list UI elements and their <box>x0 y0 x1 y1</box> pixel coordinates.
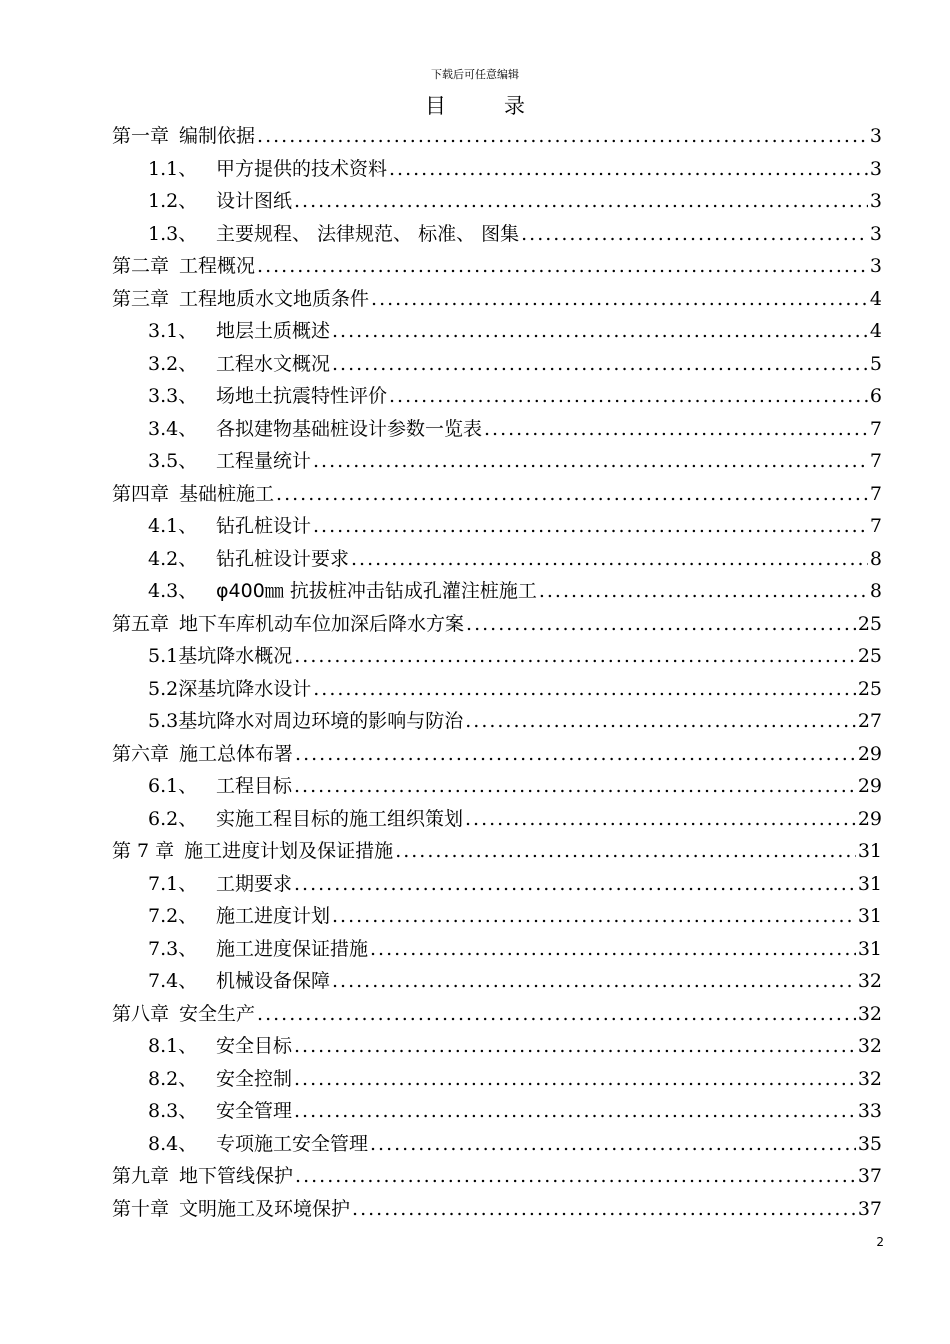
toc-dot-leader <box>295 1160 856 1193</box>
toc-entry-number: 3.3、 <box>148 385 198 407</box>
toc-entry-number: 1.2、 <box>148 190 198 212</box>
toc-entry-page: 29 <box>857 775 882 797</box>
toc-entry-number: 4.3、 <box>148 580 198 602</box>
toc-dot-leader <box>294 770 856 803</box>
toc-entry-page: 32 <box>857 1035 882 1057</box>
toc-entry-label: 基坑降水概况 <box>178 645 293 667</box>
toc-entry[interactable] <box>112 868 882 901</box>
toc-entry-label: 施工进度保证措施 <box>216 937 369 960</box>
toc-entry-label: 实施工程目标的施工组织策划 <box>216 807 464 830</box>
toc-entry[interactable] <box>112 1095 882 1128</box>
toc-entry[interactable] <box>112 1160 882 1193</box>
toc-entry[interactable] <box>112 315 882 348</box>
toc-entry-number: 6.1、 <box>148 775 198 797</box>
toc-entry[interactable] <box>112 543 882 576</box>
toc-entry[interactable] <box>112 1030 882 1063</box>
toc-entry[interactable] <box>112 153 882 186</box>
toc-entry-page: 7 <box>869 450 882 472</box>
toc-entry-number: 8.2、 <box>148 1067 198 1090</box>
toc-entry-label: 钻孔桩设计 <box>216 515 312 537</box>
toc-dot-leader <box>351 543 868 576</box>
toc-entry-page: 37 <box>857 1165 882 1187</box>
toc-entry-page: 7 <box>869 417 882 440</box>
toc-entry-number: 第三章 <box>112 287 170 310</box>
toc-entry-label: 施工进度计划及保证措施 <box>184 840 394 862</box>
toc-dot-leader <box>352 1193 856 1226</box>
toc-dot-leader <box>313 673 856 706</box>
toc-entry-page: 25 <box>857 677 882 700</box>
toc-dot-leader <box>466 608 856 641</box>
toc-dot-leader <box>294 185 868 218</box>
toc-entry-label: 安全管理 <box>216 1100 293 1122</box>
toc-entry-number: 第八章 <box>112 1002 170 1025</box>
toc-entry[interactable] <box>112 413 882 446</box>
toc-dot-leader <box>294 1095 856 1128</box>
toc-entry-label: 工程目标 <box>216 775 293 797</box>
toc-entry-number: 1.3、 <box>148 222 198 245</box>
toc-entry-page: 4 <box>869 320 882 342</box>
toc-entry-label: 工期要求 <box>216 872 293 895</box>
toc-entry-page: 7 <box>869 482 882 505</box>
toc-entry-number: 3.2、 <box>148 352 198 375</box>
toc-entry-page: 4 <box>869 287 882 310</box>
toc-title: 目录 <box>425 94 583 118</box>
toc-entry-number: 3.5、 <box>148 450 198 472</box>
toc-entry-label: 编制依据 <box>179 125 256 147</box>
toc-dot-leader <box>276 478 868 511</box>
toc-entry-label: 基坑降水对周边环境的影响与防治 <box>178 710 464 732</box>
toc-entry-number: 1.1、 <box>148 157 198 180</box>
toc-entry[interactable] <box>112 1128 882 1161</box>
toc-dot-leader <box>484 413 868 446</box>
toc-entry[interactable] <box>112 705 882 738</box>
toc-entry-number: 第五章 <box>112 612 170 635</box>
toc-entry-page: 31 <box>857 937 882 960</box>
toc-entry-label: 施工进度计划 <box>216 905 331 927</box>
toc-entry-number: 4.2、 <box>148 547 198 570</box>
toc-entry-number: 4.1、 <box>148 515 198 537</box>
toc-dot-leader <box>370 1128 856 1161</box>
table-of-contents <box>112 120 882 1225</box>
toc-entry[interactable] <box>112 478 882 511</box>
toc-entry-page: 3 <box>869 255 882 277</box>
toc-dot-leader <box>313 445 868 478</box>
page-number: 2 <box>876 1235 884 1249</box>
toc-entry-number: 5.3 <box>148 710 179 732</box>
toc-entry-label: 地下车库机动车位加深后降水方案 <box>179 612 465 635</box>
toc-entry[interactable] <box>112 218 882 251</box>
toc-entry-number: 8.4、 <box>148 1132 198 1155</box>
toc-entry-label: 专项施工安全管理 <box>216 1132 369 1155</box>
toc-entry-page: 3 <box>869 190 882 212</box>
toc-entry[interactable] <box>112 673 882 706</box>
toc-entry-page: 3 <box>869 125 882 147</box>
toc-dot-leader <box>465 705 856 738</box>
toc-dot-leader <box>294 1030 856 1063</box>
toc-entry[interactable] <box>112 1063 882 1096</box>
toc-entry-page: 3 <box>869 157 882 180</box>
toc-entry-label: 各拟建物基础桩设计参数一览表 <box>216 417 483 440</box>
toc-entry[interactable] <box>112 348 882 381</box>
header-note: 下载后可任意编辑 <box>431 68 519 81</box>
toc-entry-page: 8 <box>869 580 882 602</box>
toc-dot-leader <box>539 575 868 608</box>
toc-entry-number: 第二章 <box>112 255 170 277</box>
toc-dot-leader <box>332 315 868 348</box>
toc-entry-page: 31 <box>857 872 882 895</box>
toc-entry-page: 3 <box>869 222 882 245</box>
toc-entry-page: 35 <box>857 1132 882 1155</box>
toc-entry-number: 3.4、 <box>148 417 198 440</box>
toc-entry-number: 第九章 <box>112 1165 170 1187</box>
toc-entry-number: 7.2、 <box>148 905 198 927</box>
toc-entry[interactable] <box>112 998 882 1031</box>
toc-entry[interactable] <box>112 965 882 998</box>
toc-dot-leader <box>395 835 856 868</box>
toc-dot-leader <box>465 803 856 836</box>
toc-entry-page: 27 <box>857 710 882 732</box>
toc-entry-number: 5.1 <box>148 645 179 667</box>
toc-entry-label: 机械设备保障 <box>216 970 331 992</box>
toc-dot-leader <box>332 348 868 381</box>
toc-entry-number: 7.3、 <box>148 937 198 960</box>
toc-entry-label: 工程水文概况 <box>216 352 331 375</box>
toc-entry-page: 32 <box>857 1067 882 1090</box>
toc-entry-number: 第一章 <box>112 125 170 147</box>
toc-dot-leader <box>295 738 856 771</box>
toc-entry-label: 工程概况 <box>179 255 256 277</box>
toc-entry-number: 第四章 <box>112 482 170 505</box>
toc-entry-label: 基础桩施工 <box>179 482 275 505</box>
toc-entry[interactable] <box>112 608 882 641</box>
toc-entry-page: 32 <box>857 1002 882 1025</box>
toc-entry-label: 甲方提供的技术资料 <box>216 157 388 180</box>
toc-entry-page: 8 <box>869 547 882 570</box>
toc-entry-label: 工程地质水文地质条件 <box>179 287 370 310</box>
toc-entry-page: 25 <box>857 645 882 667</box>
toc-dot-leader <box>257 120 868 153</box>
toc-dot-leader <box>332 900 856 933</box>
toc-entry-page: 29 <box>857 742 882 765</box>
toc-entry-number: 5.2 <box>148 677 179 700</box>
toc-entry-label: 深基坑降水设计 <box>178 677 312 700</box>
toc-entry-number: 7.4、 <box>148 970 198 992</box>
toc-entry-label: 工程量统计 <box>216 450 312 472</box>
toc-entry-label: 安全目标 <box>216 1035 293 1057</box>
toc-entry[interactable] <box>112 380 882 413</box>
toc-entry-label: φ400㎜ 抗拔桩冲击钻成孔灌注桩施工 <box>216 580 537 602</box>
toc-entry-number: 3.1、 <box>148 320 198 342</box>
toc-entry-page: 29 <box>857 807 882 830</box>
toc-entry-page: 25 <box>857 612 882 635</box>
toc-entry-number: 6.2、 <box>148 807 198 830</box>
toc-entry-page: 37 <box>857 1197 882 1220</box>
toc-entry[interactable] <box>112 185 882 218</box>
toc-entry[interactable] <box>112 770 882 803</box>
toc-entry[interactable] <box>112 933 882 966</box>
toc-entry-page: 31 <box>857 905 882 927</box>
toc-entry[interactable] <box>112 900 882 933</box>
toc-entry-label: 地下管线保护 <box>179 1165 294 1187</box>
toc-dot-leader <box>257 250 868 283</box>
toc-dot-leader <box>389 380 868 413</box>
toc-entry[interactable] <box>112 120 882 153</box>
toc-entry-label: 文明施工及环境保护 <box>179 1197 351 1220</box>
toc-entry[interactable] <box>112 803 882 836</box>
toc-dot-leader <box>389 153 868 186</box>
toc-dot-leader <box>257 998 856 1031</box>
toc-entry-number: 第十章 <box>112 1197 170 1220</box>
toc-entry[interactable] <box>112 510 882 543</box>
toc-dot-leader <box>313 510 868 543</box>
toc-entry-page: 33 <box>857 1100 882 1122</box>
toc-entry[interactable] <box>112 1193 882 1226</box>
toc-entry-number: 8.1、 <box>148 1035 198 1057</box>
toc-entry-page: 6 <box>869 385 882 407</box>
toc-dot-leader <box>521 218 868 251</box>
toc-entry[interactable] <box>112 835 882 868</box>
toc-dot-leader <box>294 640 856 673</box>
toc-entry-page: 7 <box>869 515 882 537</box>
toc-entry-label: 地层土质概述 <box>216 320 331 342</box>
toc-entry-number: 第六章 <box>112 742 170 765</box>
toc-entry-page: 32 <box>857 970 882 992</box>
toc-entry[interactable] <box>112 640 882 673</box>
toc-entry-label: 施工总体布署 <box>179 742 294 765</box>
toc-entry[interactable] <box>112 283 882 316</box>
toc-entry-page: 5 <box>869 352 882 375</box>
toc-entry[interactable] <box>112 250 882 283</box>
toc-entry-label: 主要规程、 法律规范、 标准、 图集 <box>216 222 520 245</box>
toc-entry[interactable] <box>112 575 882 608</box>
toc-entry-label: 安全控制 <box>216 1067 293 1090</box>
toc-dot-leader <box>370 933 856 966</box>
toc-entry-number: 第 7 章 <box>112 840 175 862</box>
toc-entry-number: 7.1、 <box>148 872 198 895</box>
toc-entry[interactable] <box>112 445 882 478</box>
toc-entry-label: 设计图纸 <box>216 190 293 212</box>
toc-entry-label: 安全生产 <box>179 1002 256 1025</box>
toc-entry-label: 钻孔桩设计要求 <box>216 547 350 570</box>
toc-entry-page: 31 <box>857 840 882 862</box>
toc-entry-label: 场地土抗震特性评价 <box>216 385 388 407</box>
toc-dot-leader <box>371 283 868 316</box>
toc-dot-leader <box>294 868 856 901</box>
toc-entry-number: 8.3、 <box>148 1100 198 1122</box>
toc-dot-leader <box>332 965 856 998</box>
toc-dot-leader <box>294 1063 856 1096</box>
toc-entry[interactable] <box>112 738 882 771</box>
